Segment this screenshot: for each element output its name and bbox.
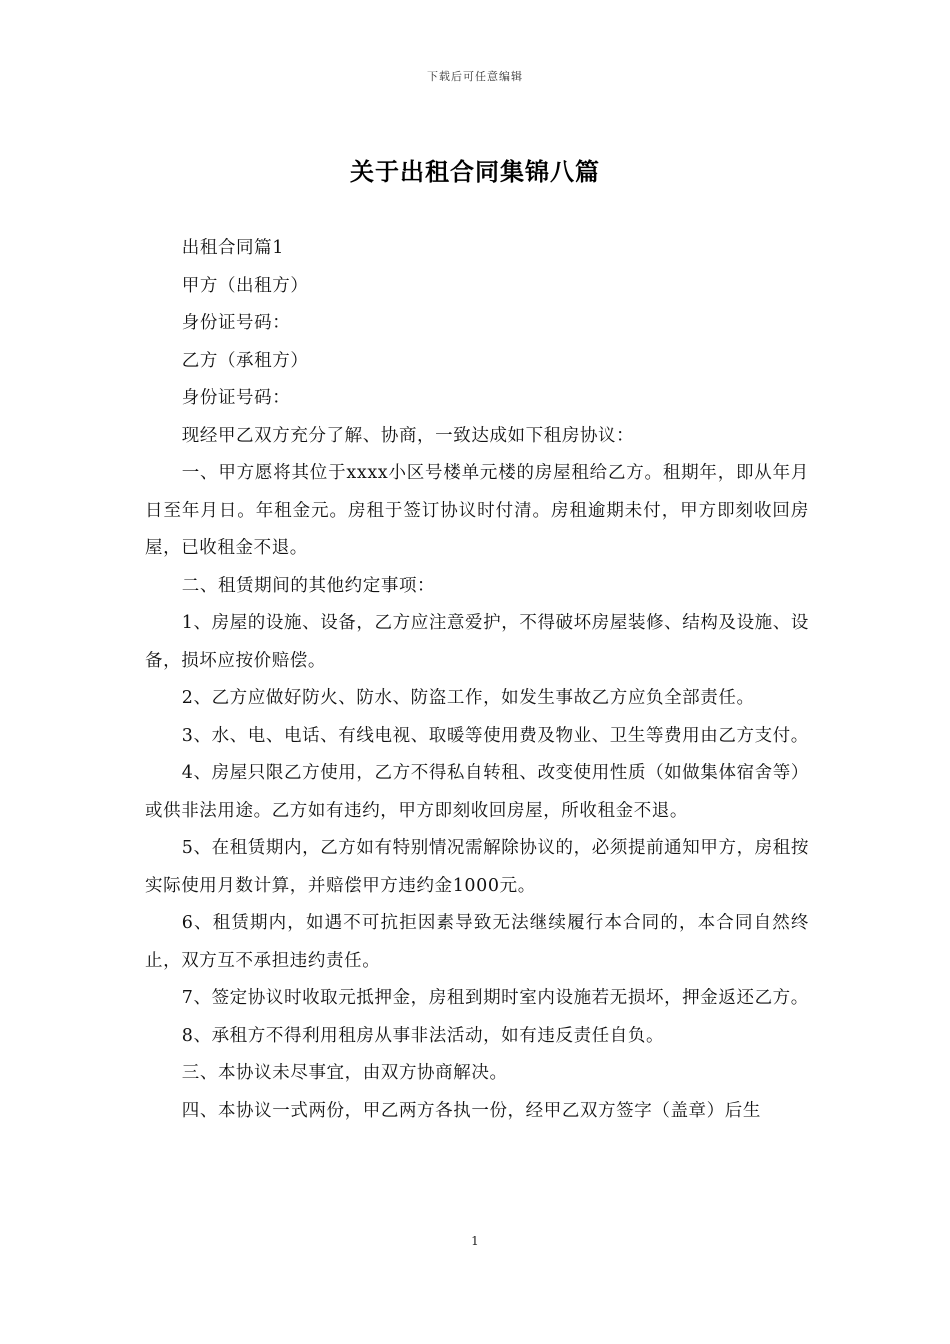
document-title: 关于出租合同集锦八篇 [350, 157, 600, 186]
paragraph: 2、乙方应做好防火、防水、防盗工作，如发生事故乙方应负全部责任。 [181, 688, 755, 708]
paragraph: 四、本协议一式两份，甲乙两方各执一份，经甲乙双方签字（盖章）后生 [181, 1100, 761, 1121]
paragraph: 3、水、电、电话、有线电视、取暖等使用费及物业、卫生等费用由乙方支付。 [181, 725, 809, 746]
paragraph: 三、本协议未尽事宜，由双方协商解决。 [181, 1063, 508, 1083]
paragraph: 8、承租方不得利用租房从事非法活动，如有违反责任自负。 [181, 1025, 665, 1046]
paragraph: 6、租赁期内，如遇不可抗拒因素导致无法继续履行本合同的，本合同自然终止，双方互不承担违约责任。 [145, 913, 809, 971]
header-note: 下载后可任意编辑 [427, 70, 523, 83]
page-number: 1 [471, 1234, 479, 1248]
paragraph: 二、租赁期间的其他约定事项： [181, 575, 436, 596]
document-body [145, 230, 809, 1130]
paragraph: 出租合同篇1 [181, 238, 284, 258]
paragraph: 4、房屋只限乙方使用，乙方不得私自转租、改变使用性质（如做集体宿舍等）或供非法用途。乙方如有违约，甲方即刻收回房屋，所收租金不退。 [145, 763, 809, 821]
paragraph: 5、在租赁期内，乙方如有特别情况需解除协议的，必须提前通知甲方，房租按实际使用月数计算，并赔偿甲方违约金1000元。 [145, 838, 809, 896]
paragraph: 甲方（出租方） [181, 275, 309, 296]
paragraph: 乙方（承租方） [181, 350, 309, 371]
paragraph: 一、甲方愿将其位于xxxx小区号楼单元楼的房屋租给乙方。租期年，即从年月日至年月日。年租金元。房租于签订协议时付清。房租逾期未付，甲方即刻收回房屋，已收租金不退。 [145, 463, 809, 558]
paragraph: 现经甲乙双方充分了解、协商，一致达成如下租房协议： [181, 425, 635, 446]
paragraph: 身份证号码： [181, 388, 291, 408]
paragraph: 身份证号码： [181, 313, 291, 333]
paragraph: 1、房屋的设施、设备，乙方应注意爱护，不得破坏房屋装修、结构及设施、设备，损坏应按价赔偿。 [145, 613, 809, 671]
paragraph: 7、签定协议时收取元抵押金，房租到期时室内设施若无损坏，押金返还乙方。 [181, 988, 809, 1008]
